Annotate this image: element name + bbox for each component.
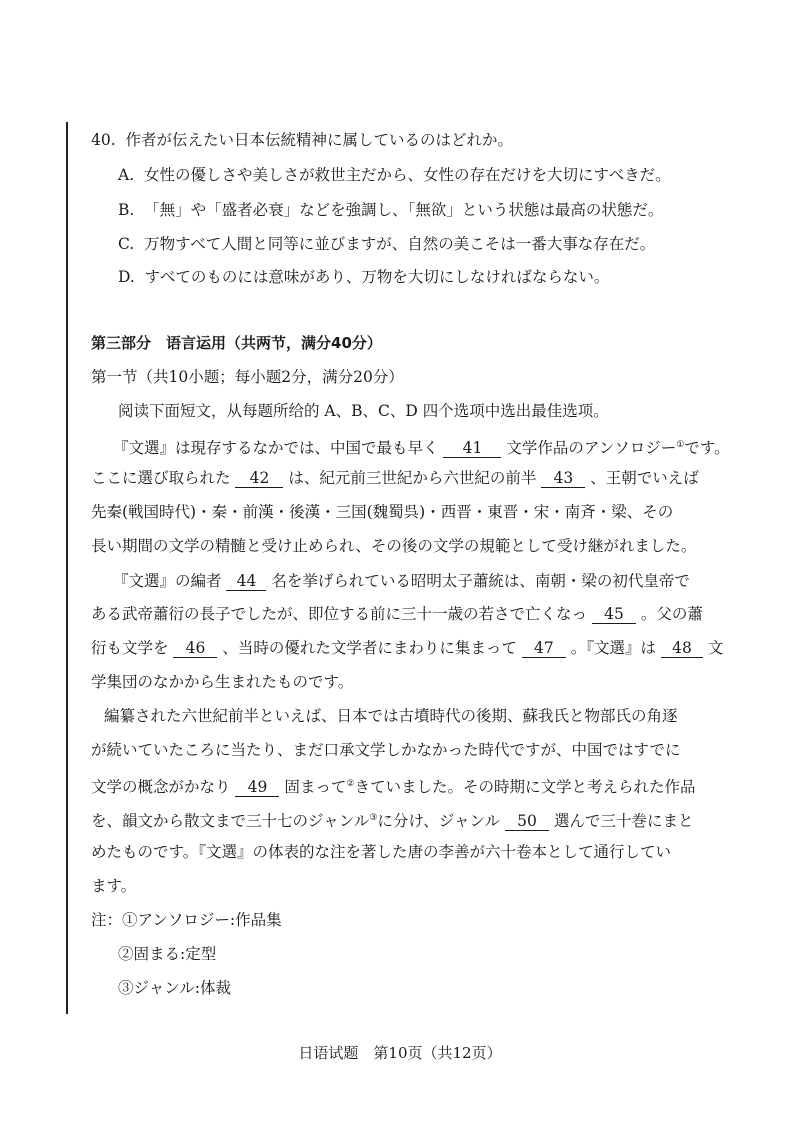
passage-line-5: 『文選』の編者 44 名を挙げられている昭明太子蕭統は、南朝・梁の初代皇帝で — [113, 572, 690, 590]
passage-line-9: 編纂された六世紀前半といえば、日本では古墳時代の後期、蘇我氏と物部氏の角逐 — [104, 707, 678, 725]
section-heading: 第一节（共10小题；每小题2分，满分20分） — [91, 368, 404, 386]
passage-line-3: 先秦(戦国時代)・秦・前漢・後漢・三国(魏蜀呉)・西晋・東晋・宋・南斉・梁、その — [91, 503, 674, 521]
blank-42: 42 — [235, 469, 283, 488]
option-b: B. 「無」や「盛者必衰」などを強調し、「無欲」という状態は最高の状態だ。 — [118, 201, 664, 219]
passage-line-11: 文学の概念がかなり 49 固まって②きていました。その時期に文学と考えられた作品 — [91, 778, 696, 796]
passage-line-13: めたものです。『文選』の体表的な注を著した唐の李善が六十卷本として通行してい — [91, 843, 672, 861]
passage-line-8: 学集団のなかから生まれたものです。 — [91, 673, 354, 691]
blank-46: 46 — [173, 639, 217, 658]
passage-line-10: が続いていたころに当たり、まだ口承文学しかなかった時代ですが、中国ではすでに — [91, 741, 681, 759]
blank-47: 47 — [522, 639, 566, 658]
blank-49: 49 — [235, 778, 279, 797]
note-1: 注：①アンソロジー:作品集 — [91, 911, 282, 929]
blank-44: 44 — [226, 572, 266, 591]
option-d: D. すべてのものには意味があり、万物を大切にしなければならない。 — [118, 268, 610, 286]
note-2: ②固まる:定型 — [118, 945, 217, 963]
blank-45: 45 — [592, 605, 636, 624]
blank-41: 41 — [443, 439, 501, 458]
note-ref-3: ③ — [369, 813, 378, 823]
passage-line-1: 『文選』は現存するなかでは、中国で最も早く 41 文学作品のアンソロジー①です。 — [113, 439, 730, 457]
note-ref-1: ① — [676, 440, 685, 450]
note-ref-2: ② — [346, 779, 355, 789]
passage-line-4: 長い期間の文学の精髄と受け止められ、その後の文学の規範として受け継がれました。 — [91, 537, 697, 555]
passage-line-14: ます。 — [91, 877, 137, 895]
page-footer: 日语试题 第10页（共12页） — [298, 1044, 502, 1062]
passage-line-2: ここに選び取られた 42 は、紀元前三世紀から六世紀の前半 43 、王朝でいえば — [91, 469, 699, 487]
passage-line-6: ある武帝蕭衍の長子でしたが、即位する前に三十一歳の若さで亡くなっ 45 。父の蕭 — [91, 605, 703, 623]
blank-48: 48 — [661, 639, 703, 658]
blank-50: 50 — [505, 812, 549, 831]
option-a: A. 女性の優しさや美しさが救世主だから、女性の存在だけを大切にすべきだ。 — [118, 166, 671, 184]
note-3: ③ジャンル:体裁 — [118, 979, 232, 997]
instruction: 阅读下面短文，从每题所给的 A、B、C、D 四个选项中选出最佳选项。 — [118, 402, 609, 420]
margin-rule — [66, 122, 68, 1014]
blank-43: 43 — [541, 469, 585, 488]
part3-heading: 第三部分 语言运用（共两节，满分40分） — [91, 334, 382, 352]
passage-line-7: 衍も文学を 46 、当時の優れた文学者にまわりに集まって 47 。『文選』は 48 文 — [91, 639, 724, 657]
passage-line-12: を、韻文から散文まで三十七のジャンル③に分け、ジャンル 50 選んで三十巻にまと — [91, 812, 694, 830]
question-40-stem: 40. 作者が伝えたい日本伝統精神に属しているのはどれか。 — [91, 131, 514, 149]
option-c: C. 万物すべて人間と同等に並びますが、自然の美こそは一番大事な存在だ。 — [118, 235, 656, 253]
